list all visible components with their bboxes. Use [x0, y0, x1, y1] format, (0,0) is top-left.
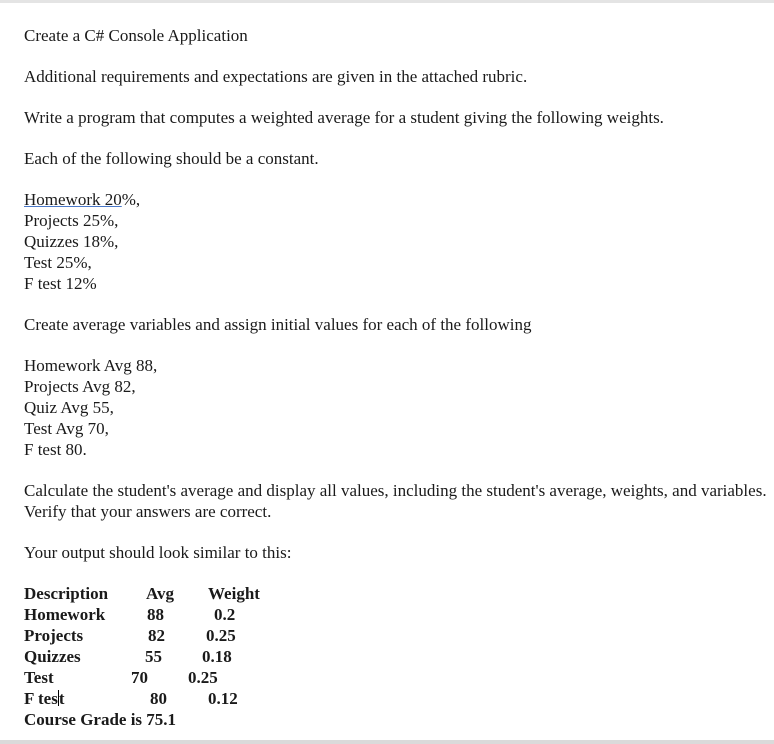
row-description: Homework — [24, 605, 106, 624]
averages-intro: Create average variables and assign initial values for each of the following — [24, 315, 532, 334]
weight-item-homework: Homework 20%, — [24, 190, 141, 209]
weight-item-quizzes: Quizzes 18%, — [24, 232, 119, 251]
course-grade: Course Grade is 75.1 — [24, 710, 177, 729]
constant-note: Each of the following should be a constant. — [24, 149, 319, 168]
requirements-line: Additional requirements and expectations are given in the attached rubric. — [24, 67, 528, 86]
header-avg: Avg — [146, 584, 175, 603]
calculate-instructions: Calculate the student's average and display all values, including the student's average, weights, and variables. Verify that your answers are correct. — [24, 481, 767, 521]
output-row — [24, 625, 774, 646]
row-avg: 55 — [145, 647, 162, 666]
averages-list — [24, 355, 774, 460]
bottom-border — [0, 740, 774, 744]
row-weight: 0.25 — [188, 668, 218, 687]
task-line: Write a program that computes a weighted average for a student giving the following weights. — [24, 108, 664, 127]
output-intro: Your output should look similar to this: — [24, 543, 292, 562]
row-description: Quizzes — [24, 647, 81, 666]
heading-line: Create a C# Console Application — [24, 26, 248, 45]
weights-list — [24, 189, 774, 294]
header-description: Description — [24, 584, 109, 603]
row-weight: 0.25 — [206, 626, 236, 645]
output-header-row — [24, 583, 774, 604]
row-description: F test — [24, 689, 65, 708]
output-row — [24, 688, 774, 709]
average-item: Test Avg 70, — [24, 419, 109, 438]
course-grade-line — [24, 709, 774, 730]
output-row — [24, 646, 774, 667]
row-avg: 82 — [148, 626, 165, 645]
row-weight: 0.12 — [208, 689, 238, 708]
weight-item-test: Test 25%, — [24, 253, 92, 272]
output-row — [24, 604, 774, 625]
row-avg: 70 — [131, 668, 148, 687]
average-item: F test 80. — [24, 440, 87, 459]
top-border — [0, 0, 774, 3]
spellcheck-underline: Homework 20 — [24, 190, 122, 209]
weight-item-projects: Projects 25%, — [24, 211, 119, 230]
header-weight: Weight — [208, 584, 260, 603]
row-description: Projects — [24, 626, 84, 645]
row-weight: 0.2 — [214, 605, 236, 624]
row-description: Test — [24, 668, 54, 687]
weight-item-ftest: F test 12% — [24, 274, 97, 293]
row-avg: 80 — [150, 689, 167, 708]
average-item: Homework Avg 88, — [24, 356, 158, 375]
average-item: Projects Avg 82, — [24, 377, 136, 396]
average-item: Quiz Avg 55, — [24, 398, 114, 417]
row-avg: 88 — [147, 605, 164, 624]
row-weight: 0.18 — [202, 647, 232, 666]
sample-output — [24, 583, 774, 730]
output-row — [24, 667, 774, 688]
document-body[interactable] — [24, 25, 774, 730]
